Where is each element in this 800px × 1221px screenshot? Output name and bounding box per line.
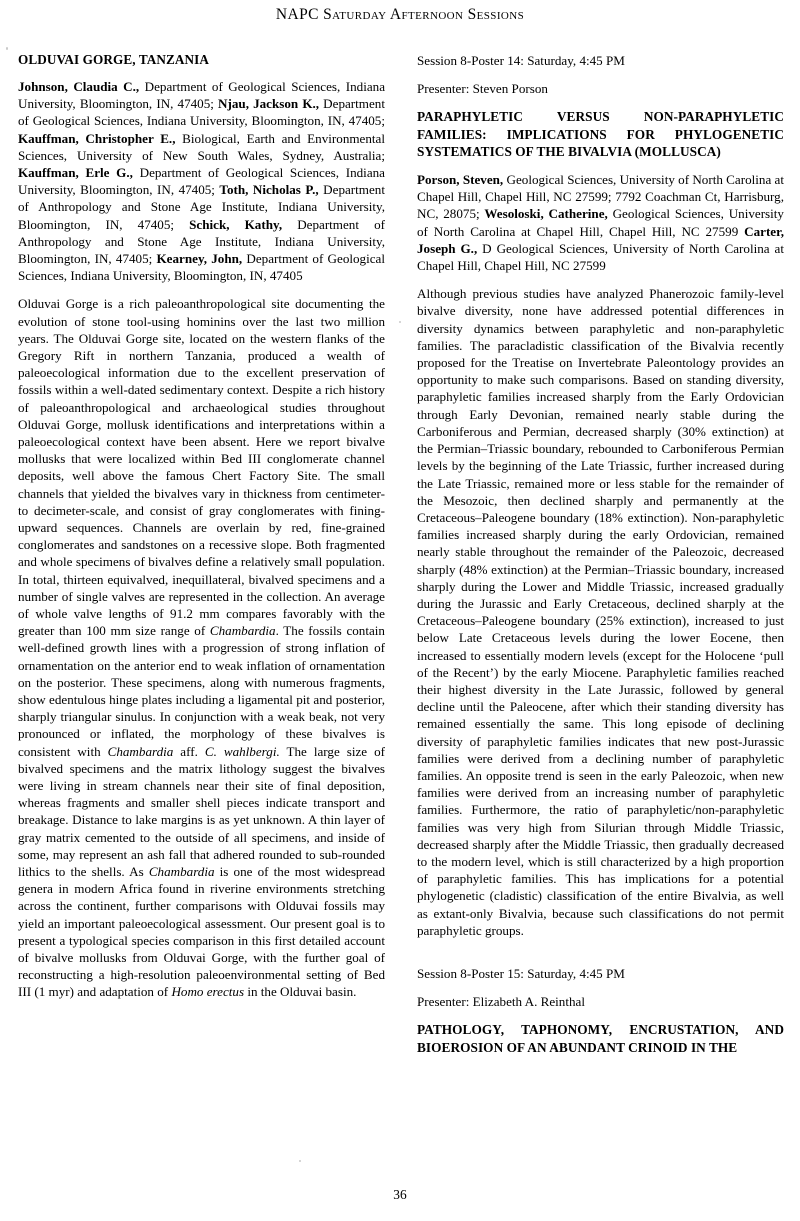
- entry-separator: [417, 939, 784, 965]
- author-affiliation-block-right: Porson, Steven, Geological Sciences, University of North Carolina at Chapel Hill, Chapel Hill, NC 27599; 7792 Coachman Ct, Harrisburg, NC, 28075; Wesoloski, Catherine, Geological Sciences, University of North Carolina at Chapel Hill, Chapel Hill, NC 27599 Carter, Joseph G., D Geological Sciences, University of North Carolina at Chapel Hill, Chapel Hill, NC 27599: [417, 172, 784, 274]
- abstract-olduvai: Olduvai Gorge is a rich paleoanthropological site documenting the evolution of stone tool-using hominins over the last two million years. The Olduvai Gorge site, located on the western flanks of the Gregory Rift in northern Tanzania, produced a wealth of paleoecological information due to the excellent preservation of fossils within a well-dated sedimentary context. Despite a rich history of paleoanthropological and archaeological studies throughout Olduvai Gorge, mollusk identifications and interpretations within a paleoecological context have been absent. Here we report bivalve mollusks that were localized within Bed III conglomerate channel deposits, well above the famous Chert Factory Site. The small channels that yielded the bivalves vary in thickness from centimeter- to decimeter-scale, and consist of gray conglomerates with fining-upward sequences. Channels are overlain by red, fine-grained conglomerates and sandstones on a recessive slope. Both fragmented and whole specimens of bivalves define a relatively small population. In total, thirteen equivalved, inequillateral, bivalved specimens and a number of single valves are represented in the collection. An average of whole valve lengths of 91.2 mm compares favorably with the greater than 100 mm size range of Chambardia. The fossils contain well-defined growth lines with a progression of strong inflation of ornamentation on the anterior end to weak inflation of ornamentation on the posterior. These specimens, along with numerous fragments, show edentulous hinge plates including a ligamental pit and posterior, sharply triangular sinulus. In conjunction with a weak beak, not very pronounced or inflated, the morphology of these bivalves is consistent with Chambardia aff. C. wahlbergi. The large size of bivalved specimens and the matrix lithology suggest the bivalves were living in stream channels near their site of final deposition, whereas fragments and smaller shell pieces indicate transport and breakage. Distance to lake margins is as yet unknown. A thin layer of gray matrix cemented to the outside of all specimens, and inside of some, may represent an ash fall that adhered rounded to sub-rounded lithics to the shells. As Chambardia is one of the most widespread genera in modern Africa found in riverine environments stretching across the continent, further comparisons with Olduvai fossils may yield an important paleoecological assessment. Our present goal is to present a typological species comparison in this first detailed account of bivalve mollusks from Olduvai Gorge, with the further goal of reconstructing a high-resolution paleoenvironmental setting of Bed III (1 myr) and adaptation of Homo erectus in the Olduvai basin.: [18, 296, 385, 1000]
- page-number: 36: [393, 1187, 407, 1202]
- scan-speck: [6, 47, 8, 50]
- session-line-poster-15: Session 8-Poster 15: Saturday, 4:45 PM: [417, 965, 625, 981]
- section-heading-olduvai: OLDUVAI GORGE, TANZANIA: [18, 52, 209, 67]
- author-affiliation-block-left: Johnson, Claudia C., Department of Geological Sciences, Indiana University, Bloomington, IN, 47405; Njau, Jackson K., Department of Geological Sciences, Indiana University, Bloomington, IN, 47405; Kauffman, Christopher E., Biological, Earth and Environmental Sciences, University of New South Wales, Sydney, Australia; Kauffman, Erle G., Department of Geological Sciences, Indiana University, Bloomington, IN, 47405; Toth, Nicholas P., Department of Anthropology and Stone Age Institute, Indiana University, Bloomington, IN, 47405; Schick, Kathy, Department of Anthropology and Stone Age Institute, Indiana University, Bloomington, IN, 47405; Kearney, John, Department of Geological Sciences, Indiana University, Bloomington, IN, 47405: [18, 78, 386, 284]
- abstract-title-pathology: PATHOLOGY, TAPHONOMY, ENCRUSTATION, AND BIOEROSION OF AN ABUNDANT CRINOID IN THE: [417, 1022, 784, 1055]
- session-line-poster-14: Session 8-Poster 14: Saturday, 4:45 PM: [417, 53, 625, 68]
- running-head-acronym: NAPC: [275, 6, 319, 23]
- running-head: [0, 6, 800, 24]
- abstract-paraphyletic: Although previous studies have analyzed Phanerozoic family-level bivalve diversity, none have addressed potential differences in diversity dynamics between paraphyletic and non-paraphyletic families. The paracladistic classification of the Bivalvia recently proposed for the Treatise on Invertebrate Paleontology provides an opportunity to make such comparisons. Based on standing diversity, paraphyletic families increased sharply from the Early Ordovician through Early Devonian, remained nearly stable during the Carboniferous and Permian, decreased sharply (30% extinction) at the Permian–Triassic boundary, rebounded to Carboniferous Permian levels by the beginning of the Late Triassic, further increased during the Late Triassic, remained more or less stable for the remainder of the Mesozoic, then declined sharply and permanently at the Cretaceous–Paleogene boundary (18% extinction). Non-paraphyletic families increased sharply during the early Ordovician, remained nearly stable throughout the remainder of the Paleozoic, decreased sharply (48% extinction) at the Permian–Triassic boundary, increased sharply during the Lower and Middle Triassic, increased gradually during the Jurassic and Early Cretaceous, declined sharply at the Cretaceous–Paleogene boundary (25% extinction), increased to just below Late Cretaceous levels during the lower Eocene, then increased to essentially modern levels (except for the Holocene ‘pull of the Recent’) by the early Miocene. Paraphyletic families reached their highest diversity in the Late Jurassic, followed by general decline until the Paleocene, after which their standing diversity has remained essentially the same. This long episode of declining diversity of paraphyletic families indicates that new post-Jurassic families were derived from a declining number of paraphyletic families. An opposite trend is seen in the early Paleozoic, when new families were derived from an increasing number of paraphyletic families. Furthermore, the ratio of paraphyletic/non-paraphyletic families was very high from Silurian through Middle Triassic, decreased sharply after the Middle Triassic, then gradually decreased to the modern level, which is still characterized by a high proportion of paraphyletic families. This has implications for a potential phylogenetic (cladistic) classification of the entire Bivalvia, as well as extant-only Bivalvia, because such classifications do not permit paraphyletic groups.: [417, 286, 784, 938]
- presenter-line-reinthal: Presenter: Elizabeth A. Reinthal: [417, 994, 585, 1009]
- abstract-title-paraphyletic: PARAPHYLETIC VERSUS NON-PARAPHYLETIC FAMILIES: IMPLICATIONS FOR PHYLOGENETIC SYSTEMATICS OF THE BIVALVIA (MOLLUSCA): [417, 109, 784, 160]
- two-column-layout: [18, 52, 784, 1147]
- scan-speck: [299, 1160, 301, 1162]
- left-column: [18, 52, 385, 1147]
- running-head-rest: Saturday Afternoon Sessions: [323, 6, 525, 23]
- presenter-line-porson: Presenter: Steven Porson: [417, 81, 548, 97]
- right-column: [417, 52, 784, 1147]
